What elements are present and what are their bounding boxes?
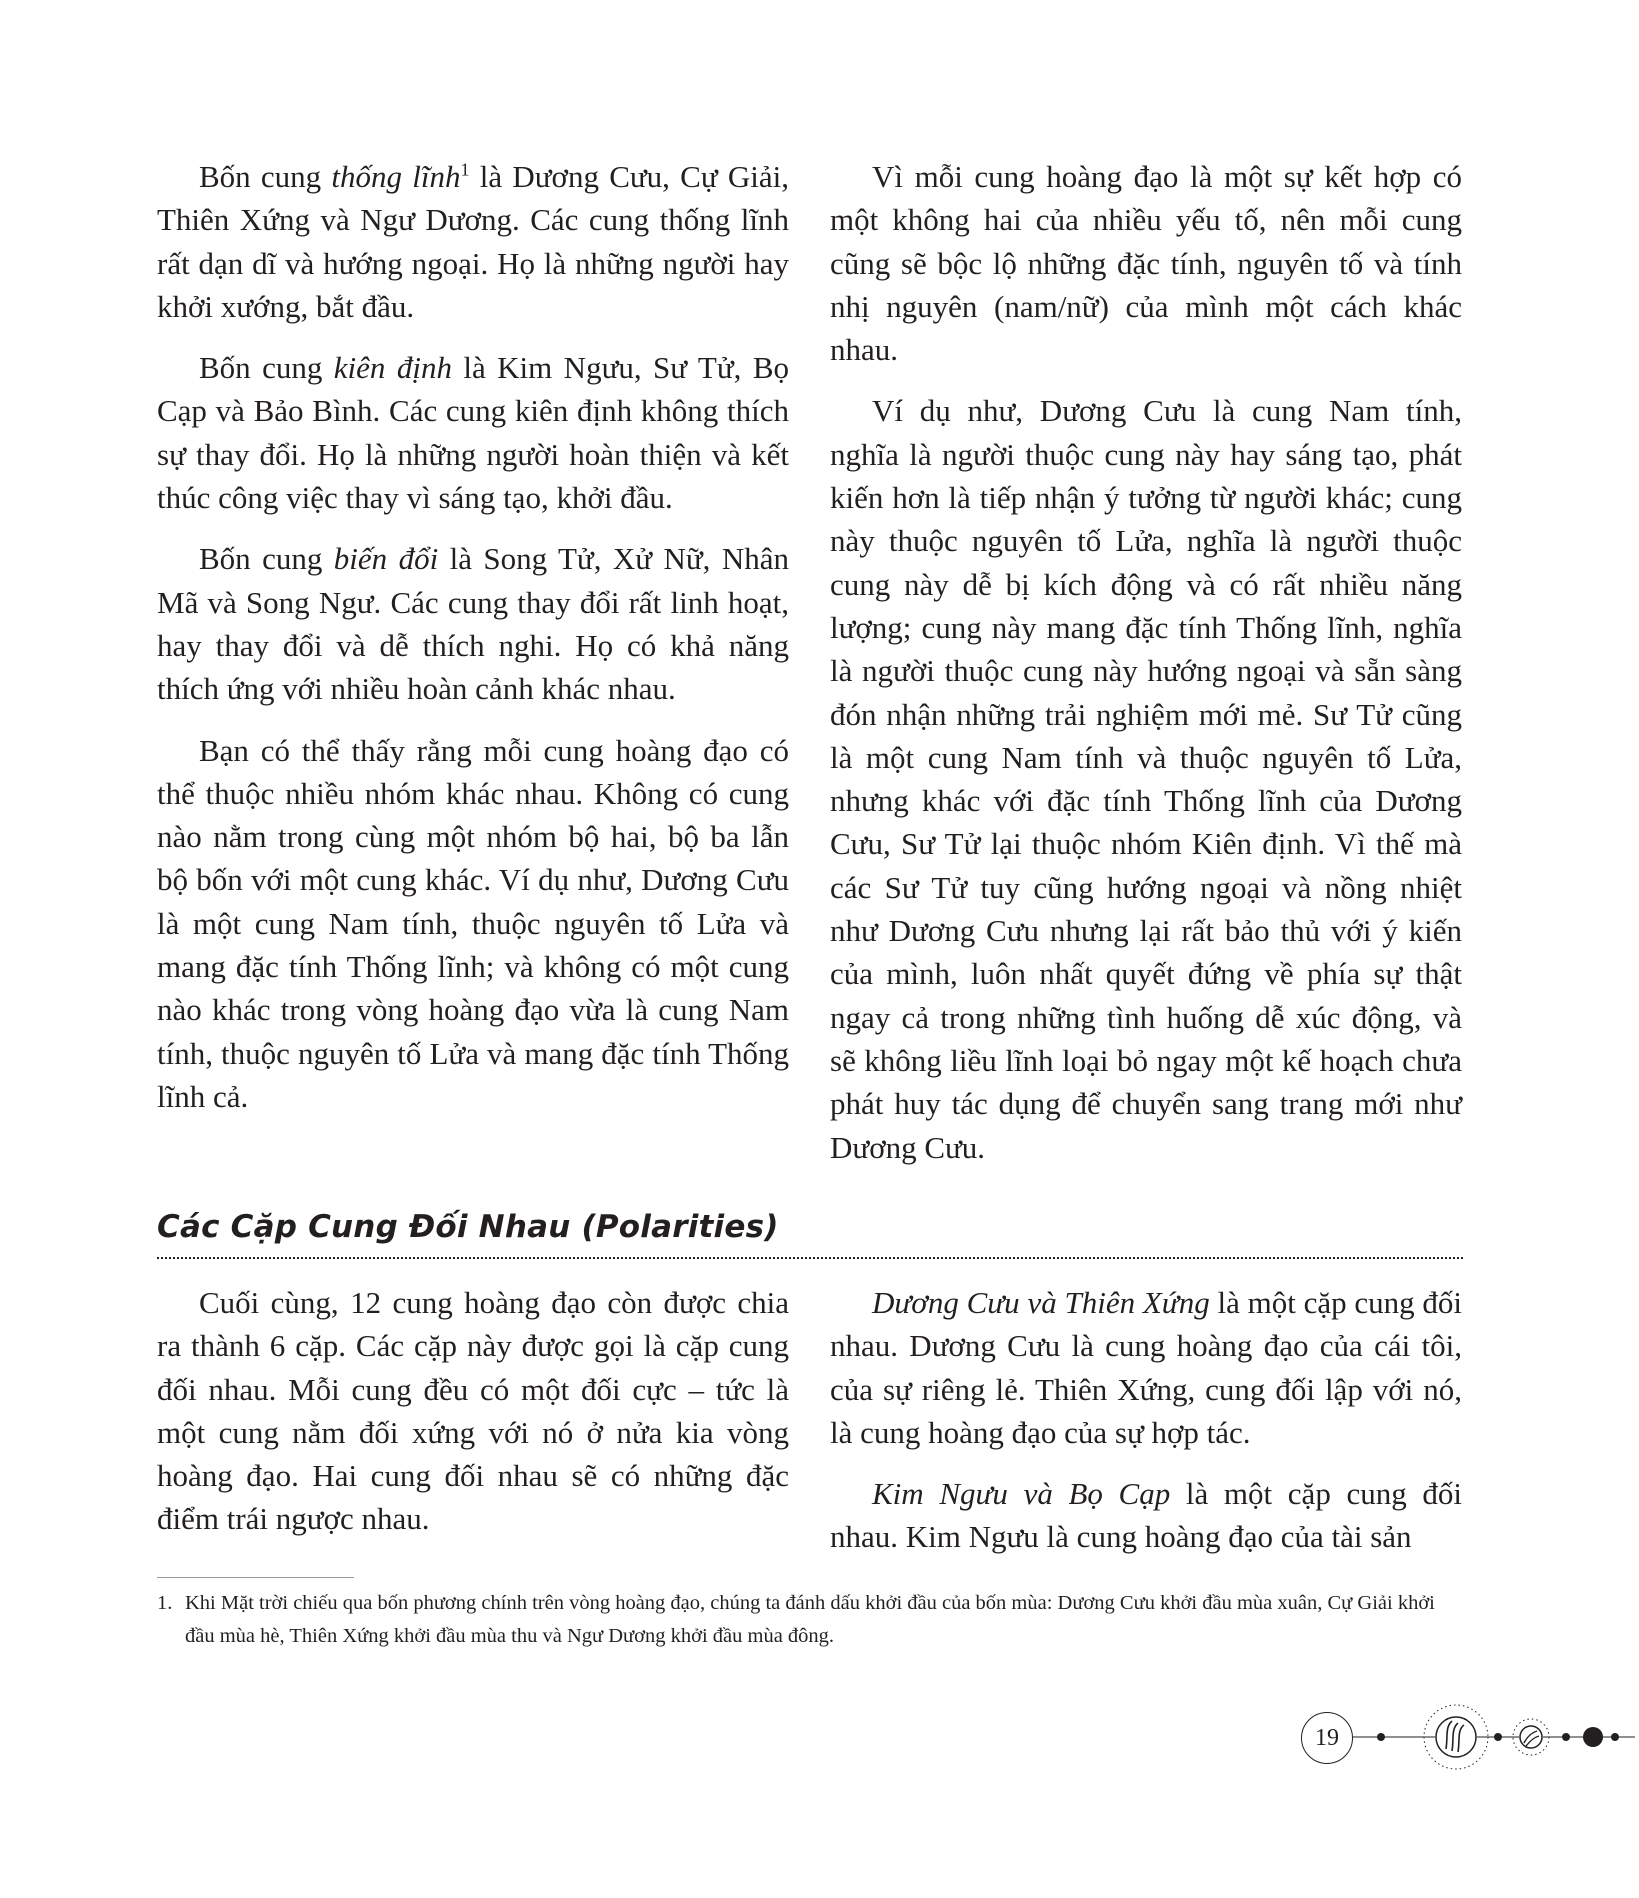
paragraph-cardinal-signs: Bốn cung thống lĩnh$^1$ là Dương Cưu, Cự Giải, Thiên Xứng và Ngư Dương. Các cung thống lĩnh rất dạn dĩ và hướng ngoại. Họ là những người hay khởi xướng, bắt đầu. — [157, 159, 789, 324]
paragraph-taurus-scorpio: Kim Ngưu và Bọ Cạp là một cặp cung đối nhau. Kim Ngưu là cung hoàng đạo của tài sản — [830, 1476, 1462, 1555]
term-aries-libra: Dương Cưu và Thiên Xứng — [872, 1285, 1210, 1320]
bottom-right-column — [830, 1281, 1462, 1577]
paragraph-mutable-signs: Bốn cung biến đổi là Song Tử, Xử Nữ, Nhân Mã và Song Ngư. Các cung thay đổi rất linh hoạt, hay thay đổi và dễ thích nghi. Họ có khả năng thích ứng với nhiều hoàn cảnh khác nhau. — [157, 541, 789, 707]
page-number: 19 — [1301, 1712, 1353, 1764]
footnote-number: 1. — [157, 1592, 173, 1614]
term-taurus-scorpio: Kim Ngưu và Bọ Cạp — [872, 1476, 1171, 1512]
footnote-divider — [157, 1577, 354, 1578]
footnote-ref[interactable]: 1 — [460, 159, 470, 180]
dotted-divider — [157, 1257, 1463, 1259]
footnote — [157, 1587, 1463, 1653]
paragraph-unique-combination: Vì mỗi cung hoàng đạo là một sự kết hợp có một không hai của nhiều yếu tố, nên mỗi cung cũng sẽ bộc lộ những đặc tính, nguyên tố và tính nhị nguyên (nam/nữ) của mình một cách khác nhau. — [830, 159, 1462, 368]
footnote-text: Khi Mặt trời chiếu qua bốn phương chính trên vòng hoàng đạo, chúng ta đánh dấu khởi đầu của bốn mùa: Dương Cưu khởi đầu mùa xuân, Cự Giải khởi đầu mùa hè, Thiên Xứng khởi đầu mùa thu và Ngư Dương khởi đầu mùa đông. — [185, 1592, 1435, 1647]
paragraph-aries-libra: Dương Cưu và Thiên Xứng là một cặp cung đối nhau. Dương Cưu là cung hoàng đạo của cái tôi, của sự riêng lẻ. Thiên Xứng, cung đối lập với nó, là cung hoàng đạo của sự hợp tác. — [830, 1285, 1463, 1450]
term-cardinal: thống lĩnh — [331, 159, 461, 194]
term-mutable: biến đổi — [333, 541, 439, 577]
paragraph-fixed-signs: Bốn cung kiên định là Kim Ngưu, Sư Tử, Bọ Cạp và Bảo Bình. Các cung kiên định không thích sự thay đổi. Họ là những người hoàn thiện và kết thúc công việc thay vì sáng tạo, khởi đầu. — [157, 350, 790, 516]
term-fixed: kiên định — [333, 350, 452, 386]
paragraph-polarities-intro: Cuối cùng, 12 cung hoàng đạo còn được chia ra thành 6 cặp. Các cặp này được gọi là cặp cung đối nhau. Mỗi cung đều có một đối cực – tức là một cung nằm đối xứng với nó ở nửa kia vòng hoàng đạo. Hai cung đối nhau sẽ có những đặc điểm trái ngược nhau. — [157, 1285, 789, 1537]
paragraph-multiple-groups: Bạn có thể thấy rằng mỗi cung hoàng đạo có thể thuộc nhiều nhóm khác nhau. Không có cung nào nằm trong cùng một nhóm bộ hai, bộ ba lẫn bộ bốn với một cung khác. Ví dụ như, Dương Cưu là một cung Nam tính, thuộc nguyên tố Lửa và mang đặc tính Thống lĩnh; và không có một cung nào khác trong vòng hoàng đạo vừa là cung Nam tính, thuộc nguyên tố Lửa và mang đặc tính Thống lĩnh cả. — [157, 732, 789, 1114]
top-right-column — [830, 155, 1462, 1187]
section-heading: Các Cặp Cung Đối Nhau (Polarities) — [157, 1209, 779, 1245]
top-left-column — [157, 155, 789, 1136]
bottom-left-column — [157, 1281, 789, 1559]
paragraph-example: Ví dụ như, Dương Cưu là cung Nam tính, nghĩa là người thuộc cung này hay sáng tạo, phát kiến hơn là tiếp nhận ý tưởng từ người khác; cung này thuộc nguyên tố Lửa, nghĩa là người thuộc cung này dễ bị kích động và có rất nhiều năng lượng; cung này mang đặc tính Thống lĩnh, nghĩa là người thuộc cung này hướng ngoại và sẵn sàng đón nhận những trải nghiệm mới mẻ. Sư Tử cũng là một cung Nam tính và thuộc nguyên tố Lửa, nhưng khác với đặc tính Thống lĩnh của Dương Cưu, Sư Tử lại thuộc nhóm Kiên định. Vì thế mà các Sư Tử tuy cũng hướng ngoại và nồng nhiệt như Dương Cưu nhưng lại rất bảo thủ với ý kiến của mình, luôn nhất quyết đứng về phía sự thật ngay cả trong những tình huống dễ xúc động, và sẽ không liều lĩnh loại bỏ ngay một kế hoạch chưa phát huy tác dụng để chuyển sang trang mới như Dương Cưu. — [830, 393, 1462, 1165]
zodiac-ornament-icon — [1353, 1697, 1635, 1777]
